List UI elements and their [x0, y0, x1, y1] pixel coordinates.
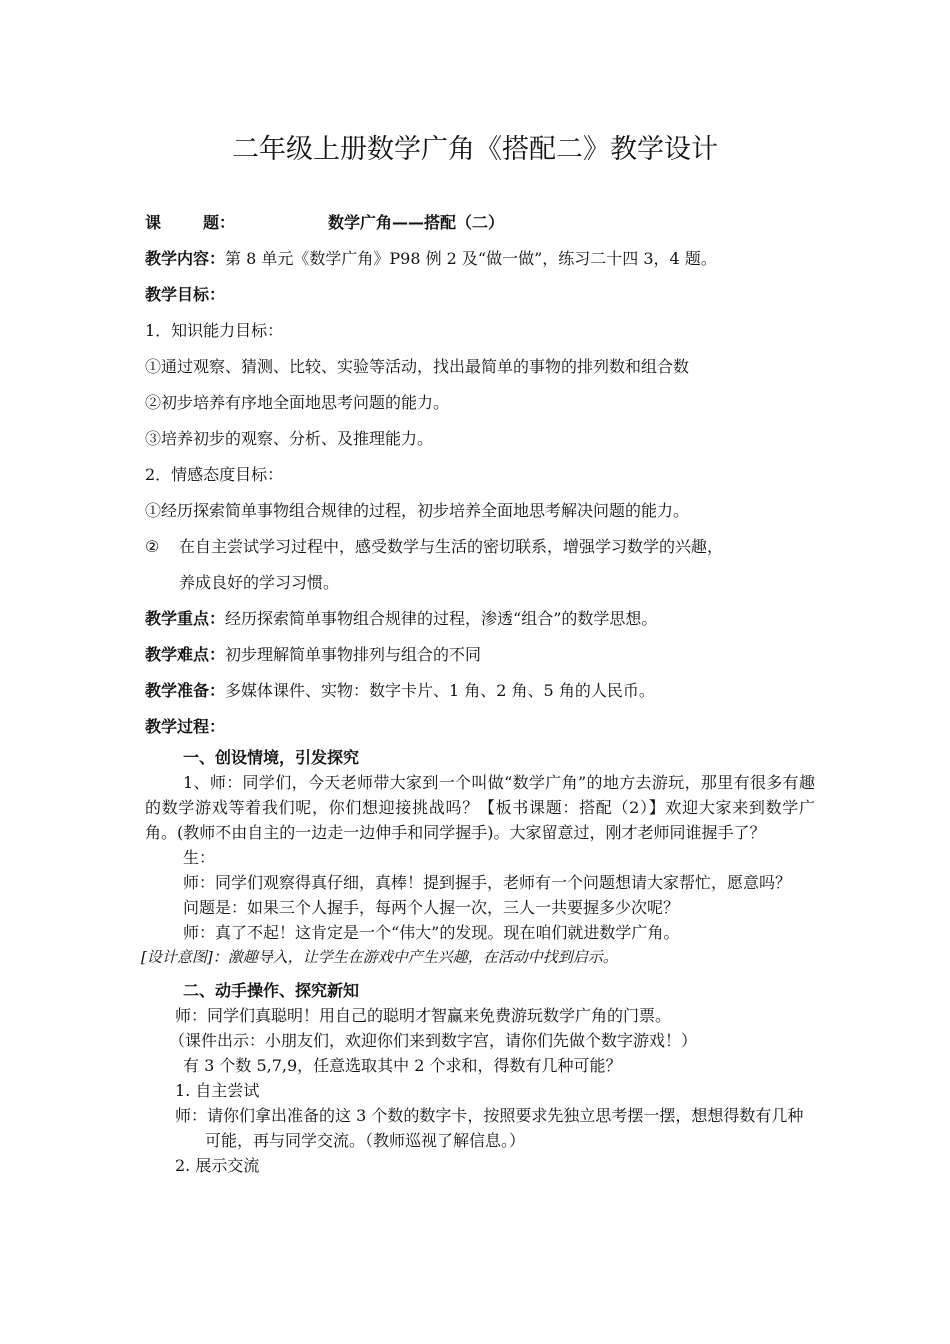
section2-paragraph: 师：同学们真聪明！用自己的聪明才智赢来免费游玩数学广角的门票。	[175, 1006, 672, 1025]
goal2-item: ①经历探索简单事物组合规律的过程，初步培养全面地思考解决问题的能力。	[145, 501, 690, 520]
content-value: 第 8 单元《数学广角》P98 例 2 及“做一做”，练习二十四 3，4 题。	[225, 249, 717, 268]
prep-line	[145, 673, 815, 709]
section2-paragraph: 1. 自主尝试	[175, 1081, 260, 1100]
section2-paragraph	[145, 1103, 815, 1153]
section1-paragraph: 问题是：如果三个人握手，每两个人握一次，三人一共要握多少次呢？	[183, 898, 680, 917]
goals-label: 教学目标：	[145, 285, 226, 304]
difficulty-label: 教学难点：	[145, 645, 226, 664]
topic-label-a: 课	[145, 213, 162, 232]
document-body	[141, 205, 815, 1178]
goal2-title: 2．情感态度目标：	[145, 465, 284, 484]
goal1-item: ①通过观察、猜测、比较、实验等活动，找出最简单的事物的排列数和组合数	[145, 357, 690, 376]
section1-paragraph: 师：同学们观察得真仔细，真棒！提到握手，老师有一个问题想请大家帮忙，愿意吗？	[183, 873, 792, 892]
section2-title: 二、动手操作、探究新知	[183, 981, 360, 1000]
difficulty-value: 初步理解简单事物排列与组合的不同	[225, 645, 482, 664]
section1-title: 一、创设情境，引发探究	[183, 748, 360, 767]
key-line	[145, 601, 815, 637]
topic-label-b: 题：	[203, 213, 236, 232]
document-title: 二年级上册数学广角《搭配二》教学设计	[232, 134, 718, 165]
prep-value: 多媒体课件、实物：数字卡片、1 角、2 角、5 角的人民币。	[225, 681, 655, 700]
section1-paragraph: 1、师：同学们，今天老师带大家到一个叫做“数学广角”的地方去游玩，那里有很多有趣的数学游戏等着我们呢，你们想迎接挑战吗？【板书课题：搭配（2）】欢迎大家来到数学广角。(教师不由自主的一边走一边伸手和同学握手)。大家留意过，刚才老师同谁握手了？	[145, 773, 815, 842]
section2-paragraph: 2. 展示交流	[175, 1156, 260, 1175]
process-label: 教学过程：	[145, 717, 226, 736]
section1-paragraph: 师：真了不起！这肯定是一个“伟大”的发现。现在咱们就进数学广角。	[183, 923, 680, 942]
goal2-item-2-line2: 养成良好的学习习惯。	[179, 573, 340, 592]
prep-label: 教学准备：	[145, 681, 226, 700]
goal2-item-2-mark: ②	[145, 537, 160, 556]
goal2-item-2	[145, 529, 815, 565]
content-line	[145, 241, 815, 277]
content-label: 教学内容：	[145, 249, 226, 268]
goal1-title: 1．知识能力目标：	[145, 321, 284, 340]
section2-paragraph: （课件出示：小朋友们，欢迎你们来到数字宫，请你们先做个数字游戏！）	[169, 1031, 698, 1050]
goal1-item: ③培养初步的观察、分析、及推理能力。	[145, 429, 434, 448]
difficulty-line	[145, 637, 815, 673]
key-value: 经历探索简单事物组合规律的过程，渗透“组合”的数学思想。	[225, 609, 658, 628]
topic-value: 数学广角——搭配（二）	[328, 213, 505, 232]
section2-paragraph-text: 师：请你们拿出准备的这 3 个数的数字卡，按照要求先独立思考摆一摆，想想得数有几种可能，再与同学交流。（教师巡视了解信息。）	[175, 1106, 804, 1150]
key-label: 教学重点：	[145, 609, 226, 628]
goal2-item-2-line1: 在自主尝试学习过程中，感受数学与生活的密切联系，增强学习数学的兴趣，	[179, 537, 724, 556]
section1-paragraph: 生：	[183, 848, 216, 867]
topic-line	[145, 205, 815, 241]
goal1-item: ②初步培养有序地全面地思考问题的能力。	[145, 393, 450, 412]
design-intent: [设计意图]：激趣导入，让学生在游戏中产生兴趣，在活动中找到启示。	[141, 948, 618, 966]
section2-paragraph: 有 3 个数 5,7,9，任意选取其中 2 个求和，得数有几种可能？	[183, 1056, 622, 1075]
